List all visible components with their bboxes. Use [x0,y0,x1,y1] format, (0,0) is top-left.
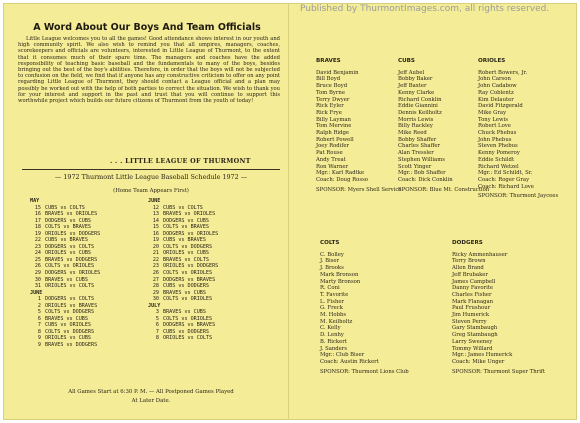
team-name: COLTS [320,240,340,246]
schedule-month: JUNE [148,198,161,204]
roster-name: Joey Rodifer [316,143,350,150]
game-matchup: COLTS vs ORIOLES [163,296,213,303]
game-matchup: COLTS vs DODGERS [163,243,213,250]
roster-name: Allen Brand [452,265,484,272]
roster-name: Stephen Williams [398,156,445,163]
game-matchup: ORIOLES vs COLTS [163,335,213,342]
team-sponsor [398,187,489,194]
roster-name: Mgr.: Club Biser [320,352,365,359]
roster-name: John Phebus [478,136,512,143]
sponsor-label: SPONSOR: [478,193,508,200]
game-matchup: BRAVES vs CUBS [163,289,206,296]
game-matchup: DODGERS vs ORIOLES [163,230,219,237]
roster-name: L. Fisher [320,298,345,305]
roster-name: Steven Phebus [478,143,518,150]
roster-name: Eddie Schildt [478,156,515,163]
game-matchup: BRAVES vs ORIOLES [45,211,98,218]
game-matchup: BRAVES vs ORIOLES [163,211,216,218]
roster-name: Coach: Richard Love [478,183,534,190]
roster-name: Bobby Shaffer [398,136,437,143]
roster-name: J. Biser [320,258,340,265]
roster-name: Jeff Aubel [398,69,425,76]
roster-name: Rick Eyler [316,103,344,110]
game-matchup: ORIOLES vs COLTS [45,283,95,290]
game-day: 2 [37,302,41,309]
roster-name: Dennis Keilholtz [398,109,442,116]
welcome-paragraph [18,36,280,104]
game-day: 13 [152,211,159,218]
roster-name: Coach: Mike Unger [452,358,505,365]
schedule-month: JUNE [30,289,43,296]
welcome-text: Little League welcomes you to all the games! Good attendance shows interest in our youth and high community spirit. We also wish to remind you that all umpires, managers, coaches, scorekeepers and officials are volunteers, interested in Little League of Thurmont, to the extent that it consumes much of their spare time. The managers and coaches have the added responsibility of teaching basic baseball and the fundamentals to many of the boys, besides bringing out the best of the boy's abilities. Therefore, in order that the boys will not be subjected to confusion on the field, we find that if anyone has any constructive criticism to offer on any point regarding Little League of Thurmont, they should contact a League official and a plan may possibly be worked out with the help of both parties to correct the situation. We wish to thank you for your interest and support in the past and trust that you will continue to support this worthwhile project which builds our future citizens of Thurmont from the youth of today! [18,36,280,105]
roster-name: Bill Boyd [316,76,341,83]
game-day: 15 [152,224,159,231]
game-matchup: BRAVES vs COLTS [163,256,210,263]
game-matchup: BRAVES vs DODGERS [45,256,98,263]
game-matchup: ORIOLES vs DODGERS [45,230,101,237]
game-matchup: ORIOLES vs CUBS [45,335,92,342]
roster-name: Tom Mervine [316,123,352,130]
game-matchup: BRAVES vs CUBS [45,315,88,322]
sponsor-label: SPONSOR: [398,186,428,193]
game-day: 20 [152,243,159,250]
game-day: 8 [37,328,41,335]
game-matchup: CUBS vs COLTS [163,204,203,211]
team-sponsor [320,369,409,376]
schedule-month: JULY [148,302,161,309]
roster-name: Kim Delauter [478,96,514,103]
game-day: 1 [37,296,41,303]
roster-name: Terry Dwyer [316,96,350,103]
roster-name: Mark Flanagan [452,298,494,305]
roster-name: B. Rickert [320,338,347,345]
roster-name: Larry Sweeney [452,338,493,345]
schedule-game [148,335,218,342]
roster-name: David Benjamin [316,69,359,76]
game-matchup: DODGERS vs ORIOLES [45,270,101,277]
game-day: 6 [155,322,159,329]
team-name: CUBS [398,58,415,64]
game-matchup: CUBS vs DODGERS [163,328,210,335]
sponsor-label: SPONSOR: [452,368,482,375]
roster-name: R. Coni [320,285,340,292]
schedule-footer [22,388,280,406]
game-day: 30 [152,296,159,303]
game-day: 23 [34,243,41,250]
sponsor-label: SPONSOR: [320,368,350,375]
game-matchup: DODGERS vs CUBS [45,217,92,224]
roster-name: Ricky Ammenhauser [452,251,508,258]
game-matchup: ORIOLES vs DODGERS [163,263,219,270]
schedule-game [30,283,100,290]
game-matchup: CUBS vs DODGERS [163,283,210,290]
game-matchup: DODGERS vs COLTS [45,243,95,250]
roster-name: Terry Brown [452,258,486,265]
roster-name: Mgr.: Karl Radtke [316,170,365,177]
roster-name: C. Kelly [320,325,341,332]
team-sponsor [316,187,401,194]
game-matchup: DODGERS vs COLTS [45,296,95,303]
game-matchup: BRAVES vs DODGERS [45,342,98,349]
roster-name: Kenny Pomeroy [478,150,520,157]
team-dodgers [452,240,545,375]
game-day: 21 [152,250,159,257]
roster-name: Charles Shaffer [398,143,441,150]
roster-name: Pat Rouse [316,150,343,157]
sponsor-name: Blue Mt. Construction [429,186,490,193]
footer-line-start-time: All Games Start at 6:30 P. M. — All Postponed Games Played [68,389,234,395]
game-day: 5 [155,315,159,322]
game-matchup: ORIOLES vs CUBS [45,250,92,257]
roster-name: Coach: Austin Rickert [320,358,379,365]
roster-name: J. Brooks [320,265,344,272]
roster-name: Scott Yinger [398,163,432,170]
roster-name: Steven Perry [452,318,487,325]
game-matchup: COLTS vs BRAVES [45,224,92,231]
roster-name: Mike Gray [478,109,507,116]
schedule-game [148,296,218,303]
sponsor-name: Thurmont Jaycees [509,193,559,200]
game-day: 12 [152,204,159,211]
roster-name: Chuck Phebus [478,130,517,137]
team-cubs [398,58,489,193]
team-sponsor [452,369,545,376]
roster-name: G. Freck [320,305,343,312]
roster-name: Eddie Giannini [398,103,438,110]
roster-name: Robert Love [478,123,511,130]
roster-name: Bobby Baker [398,76,433,83]
game-day: 3 [155,309,159,316]
roster-name: Billy Rackley [398,123,433,130]
game-day: 8 [155,335,159,342]
roster-name: Tommy Willard [452,345,493,352]
game-day: 19 [152,237,159,244]
roster-name: J. Sanders [320,345,348,352]
game-day: 5 [37,309,41,316]
roster-name: Tom Byrne [316,89,345,96]
roster-name: Ralph Ridge [316,130,350,137]
roster-name: Richard Wetzel [478,163,519,170]
game-day: 22 [152,256,159,263]
roster-name: Mgr.: Bob Shaffer [398,170,446,177]
schedule-column-right [148,198,218,342]
page-title: A Word About Our Boys And Team Officials [33,22,261,33]
game-day: 6 [37,315,41,322]
game-matchup: ORIOLES vs BRAVES [45,302,98,309]
divider [22,169,280,170]
roster-name: Robert Bowers, Jr. [478,69,528,76]
roster-name: Gary Stambaugh [452,325,498,332]
game-day: 7 [37,322,41,329]
roster-name: Jeff Brubaker [452,271,488,278]
roster-name: Billy Layman [316,116,351,123]
game-day: 14 [152,217,159,224]
roster-name: Coach: Doug Rosso [316,176,368,183]
roster-name: Danny Favorite [452,285,494,292]
roster-name: T. Favorite [320,291,349,298]
game-matchup: COLTS vs ORIOLES [163,270,213,277]
roster-name: Marty Bronson [320,278,361,285]
game-matchup: DODGERS vs BRAVES [163,276,216,283]
game-day: 9 [37,342,41,349]
roster-name: Paul Frushour [452,305,491,312]
game-day: 29 [152,289,159,296]
roster-name: Tony Lewis [478,116,508,123]
game-matchup: BRAVES vs CUBS [45,276,88,283]
game-matchup: COLTS vs ORIOLES [45,263,95,270]
game-matchup: CUBS vs ORIOLES [45,322,92,329]
game-day: 15 [34,204,41,211]
game-matchup: COLTS vs DODGERS [45,309,95,316]
game-matchup: DODGERS vs CUBS [163,217,210,224]
roster-name: Kenny Clarke [398,89,435,96]
roster-name: Jeff Baxter [398,83,427,90]
roster-name: James Campbell [452,278,496,285]
game-matchup: COLTS vs BRAVES [163,224,210,231]
game-day: 28 [152,283,159,290]
roster-name: Coach: Roger Gray [478,176,530,183]
game-day: 17 [34,217,41,224]
roster-name: Andy Treat [316,156,346,163]
roster-name: Mgr.: Ed Schildt, Sr. [478,170,533,177]
schedule-column-left [30,198,100,349]
game-day: 22 [34,237,41,244]
game-day: 18 [34,224,41,231]
sponsor-name: Myers Shell Service [347,186,402,193]
roster-name: John Cadabow [478,83,517,90]
roster-name: M. Hobbs [320,312,347,319]
roster-name: John Carson [478,76,511,83]
team-braves [316,58,401,193]
game-matchup: CUBS vs COLTS [45,204,85,211]
footer-line-later-date: At Later Date. [131,398,171,404]
game-day: 27 [152,276,159,283]
game-matchup: CUBS vs BRAVES [45,237,88,244]
game-day: 9 [37,335,41,342]
schedule-month: MAY [30,198,40,204]
sponsor-name: Thurmont Super Thrift [483,368,545,375]
roster-name: Mgr.: James Humerick [452,352,513,359]
roster-name: Ron Warner [316,163,349,170]
roster-name: David Fitzgerald [478,103,523,110]
game-matchup: COLTS vs DODGERS [45,328,95,335]
game-day: 26 [34,263,41,270]
sponsor-label: SPONSOR: [316,186,346,193]
roster-name: D. Lenhy [320,332,344,339]
center-fold [288,3,289,420]
sponsor-name: Thurmont Lions Club [351,368,409,375]
game-matchup: BRAVES vs CUBS [163,309,206,316]
game-matchup: COLTS vs ORIOLES [163,315,213,322]
roster-name: M. Keilholtz [320,318,353,325]
schedule-game [30,342,100,349]
watermark: Published by ThurmontImages.com, all rights reserved. [300,4,550,14]
game-day: 31 [34,283,41,290]
roster-name: C. Bolley [320,251,344,258]
roster-name: Robert Powell [316,136,354,143]
game-day: 16 [34,211,41,218]
team-name: ORIOLES [478,58,506,64]
roster-name: Ray Coblentz [478,89,514,96]
game-matchup: ORIOLES vs CUBS [163,250,210,257]
game-day: 7 [155,328,159,335]
roster-name: Mark Bronson [320,271,359,278]
game-day: 30 [34,276,41,283]
game-day: 29 [34,270,41,277]
roster-name: Charles Fisher [452,291,492,298]
roster-name: Alan Tressler [398,150,434,157]
team-sponsor [478,193,558,200]
game-matchup: DODGERS vs BRAVES [163,322,216,329]
roster-name: Mike Reed [398,130,427,137]
team-orioles [478,58,558,200]
team-name: BRAVES [316,58,341,64]
roster-name: Greg Stambaugh [452,332,498,339]
roster-name: Coach: Dick Conklin [398,176,453,183]
game-day: 23 [152,263,159,270]
roster-name: Rick Frye [316,109,342,116]
game-day: 26 [152,270,159,277]
roster-name: Morris Lewis [398,116,434,123]
game-day: 19 [34,230,41,237]
roster-name: Bruce Boyd [316,83,348,90]
game-day: 16 [152,230,159,237]
team-colts [320,240,409,375]
game-day: 24 [34,250,41,257]
game-day: 25 [34,256,41,263]
team-name: DODGERS [452,240,483,246]
roster-name: Richard Conklin [398,96,442,103]
roster-name: Jim Humerick [452,312,490,319]
league-name: . . . LITTLE LEAGUE OF THURMONT [110,157,251,165]
game-matchup: CUBS vs BRAVES [163,237,206,244]
home-team-note: (Home Team Appears First) [113,188,189,194]
schedule-title: — 1972 Thurmont Little League Baseball Schedule 1972 — [54,173,248,181]
